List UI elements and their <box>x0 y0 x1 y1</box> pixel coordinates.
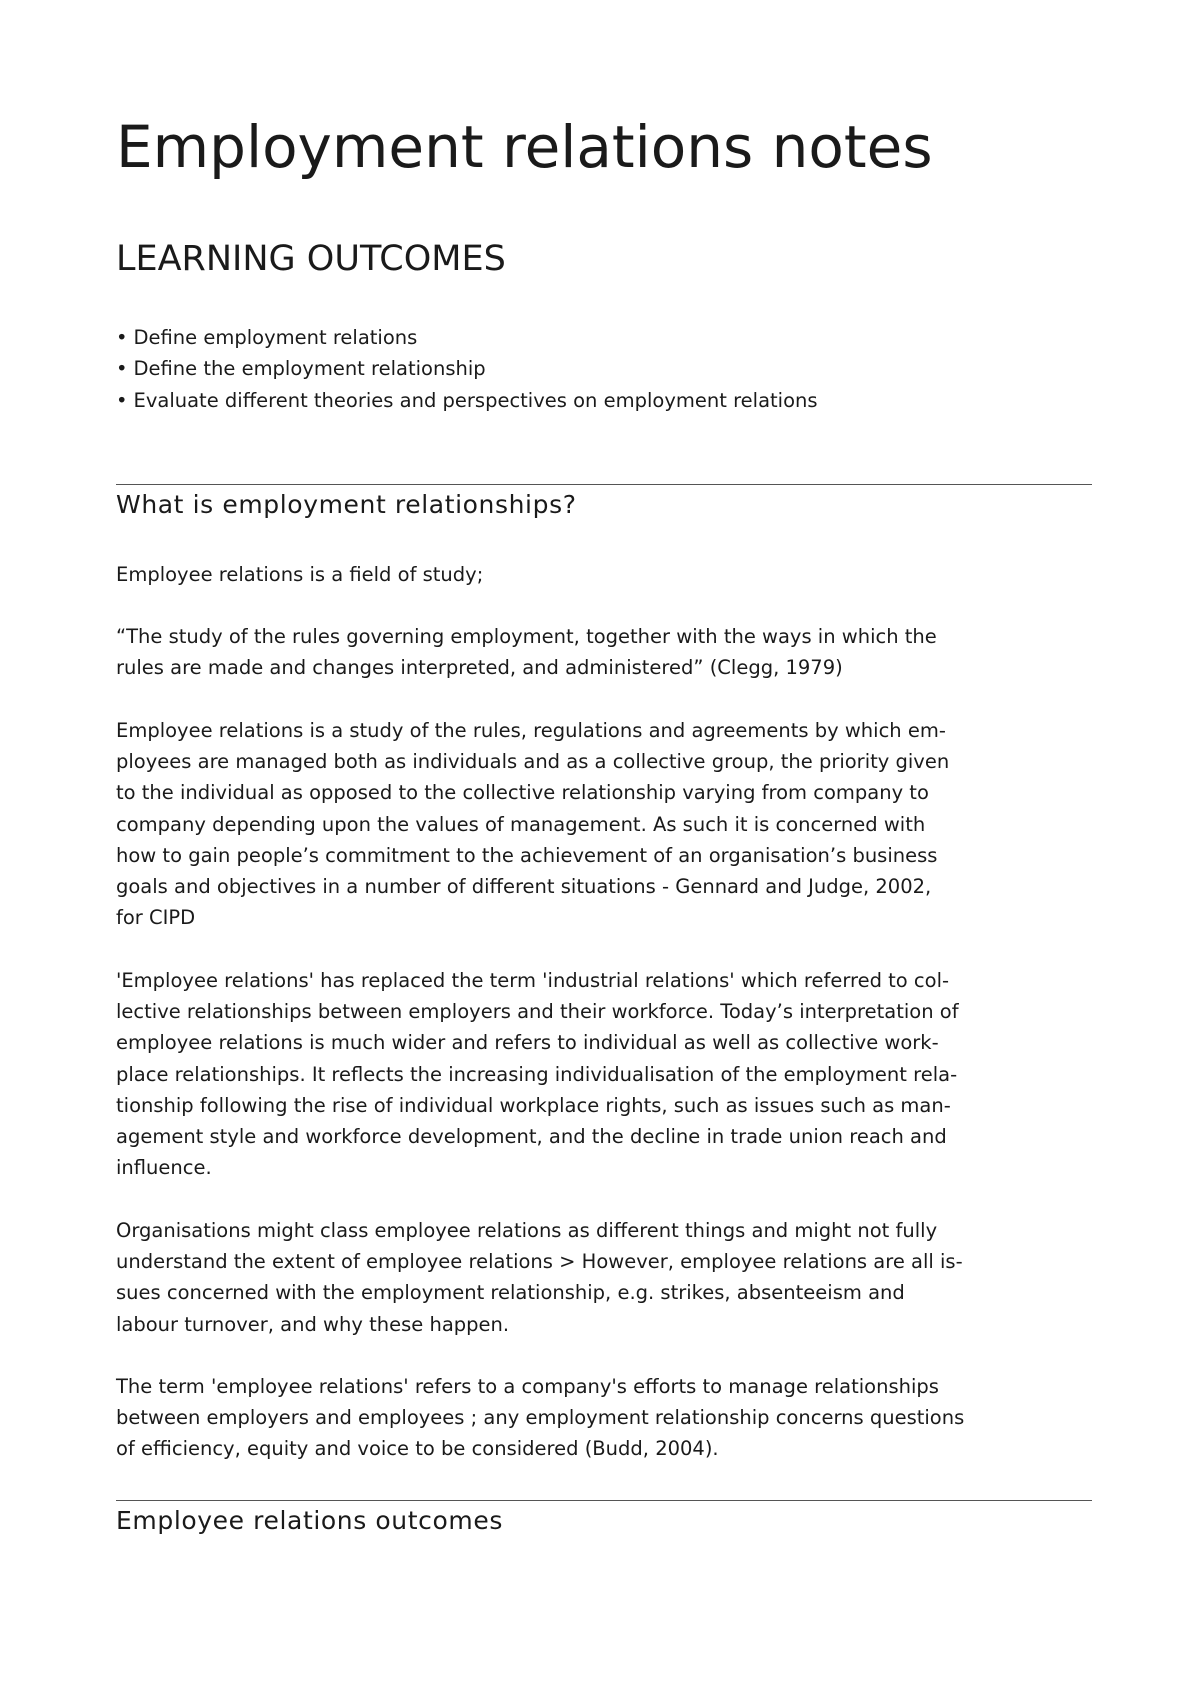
paragraph-line: Organisations might class employee relations as different things and might not fully <box>116 1219 938 1242</box>
paragraph-text: Employee relations is a field of study; <box>116 563 484 586</box>
paragraph-organisations <box>116 1215 1092 1340</box>
list-item-text: Define employment relations <box>133 326 418 349</box>
paragraph-line: “The study of the rules governing employment, together with the ways in which the <box>116 625 937 648</box>
paragraph-quote <box>116 621 1092 683</box>
paragraph-line: understand the extent of employee relations > However, employee relations are all is- <box>116 1250 963 1274</box>
section-employee-relations-outcomes <box>116 1500 1092 1538</box>
paragraph-term-definition <box>116 1371 1092 1465</box>
paragraph-line: between employers and employees ; any employment relationship concerns questions <box>116 1406 965 1430</box>
paragraph-line: of efficiency, equity and voice to be considered (Budd, 2004). <box>116 1437 719 1461</box>
section-what-is-employment <box>116 484 1092 522</box>
list-item-text: Define the employment relationship <box>133 357 486 381</box>
list-item <box>116 322 818 353</box>
paragraph-line: place relationships. It reflects the increasing individualisation of the employment rela- <box>116 1062 958 1086</box>
paragraph-line: 'Employee relations' has replaced the term 'industrial relations' which referred to col- <box>116 969 950 992</box>
paragraph-line: for CIPD <box>116 906 196 930</box>
section-heading: Employee relations outcomes <box>116 1506 503 1535</box>
paragraph-line: ployees are managed both as individuals and as a collective group, the priority given <box>116 750 950 774</box>
paragraph-industrial-relations <box>116 965 1092 1183</box>
document-title: Employment relations notes <box>116 113 933 181</box>
paragraph-line: company depending upon the values of management. As such it is concerned with <box>116 812 926 836</box>
paragraph-line: lective relationships between employers and their workforce. Today’s interpretation of <box>116 1000 959 1024</box>
section-divider <box>116 1500 1092 1501</box>
paragraph-line: sues concerned with the employment relationship, e.g. strikes, absenteeism and <box>116 1281 905 1305</box>
bullet-icon: • <box>116 326 128 349</box>
paragraph-line: tionship following the rise of individual workplace rights, such as issues such as man- <box>116 1093 951 1117</box>
paragraph-line: The term 'employee relations' refers to a company's efforts to manage relationships <box>116 1375 939 1398</box>
list-item <box>116 385 818 416</box>
bullet-icon: • <box>116 388 128 412</box>
list-item <box>116 353 818 384</box>
learning-outcomes-list <box>116 322 818 416</box>
paragraph-line: how to gain people’s commitment to the achievement of an organisation’s business <box>116 843 938 867</box>
section-heading: What is employment relationships? <box>116 490 577 519</box>
paragraph-definition <box>116 715 1092 933</box>
paragraph-line: to the individual as opposed to the collective relationship varying from company to <box>116 781 929 805</box>
paragraph-line: agement style and workforce development, and the decline in trade union reach and <box>116 1125 947 1149</box>
paragraph-line: employee relations is much wider and refers to individual as well as collective work- <box>116 1031 939 1055</box>
list-item-text: Evaluate different theories and perspectives on employment relations <box>133 388 818 412</box>
paragraph-line: Employee relations is a study of the rules, regulations and agreements by which em- <box>116 719 946 742</box>
paragraph-line: labour turnover, and why these happen. <box>116 1312 510 1336</box>
paragraph-intro <box>116 559 1092 590</box>
learning-outcomes-heading: LEARNING OUTCOMES <box>116 239 506 279</box>
paragraph-line: rules are made and changes interpreted, and administered” (Clegg, 1979) <box>116 656 843 680</box>
bullet-icon: • <box>116 357 128 381</box>
paragraph-line: goals and objectives in a number of different situations - Gennard and Judge, 2002, <box>116 875 932 899</box>
section-divider <box>116 484 1092 485</box>
paragraph-line: influence. <box>116 1156 212 1180</box>
